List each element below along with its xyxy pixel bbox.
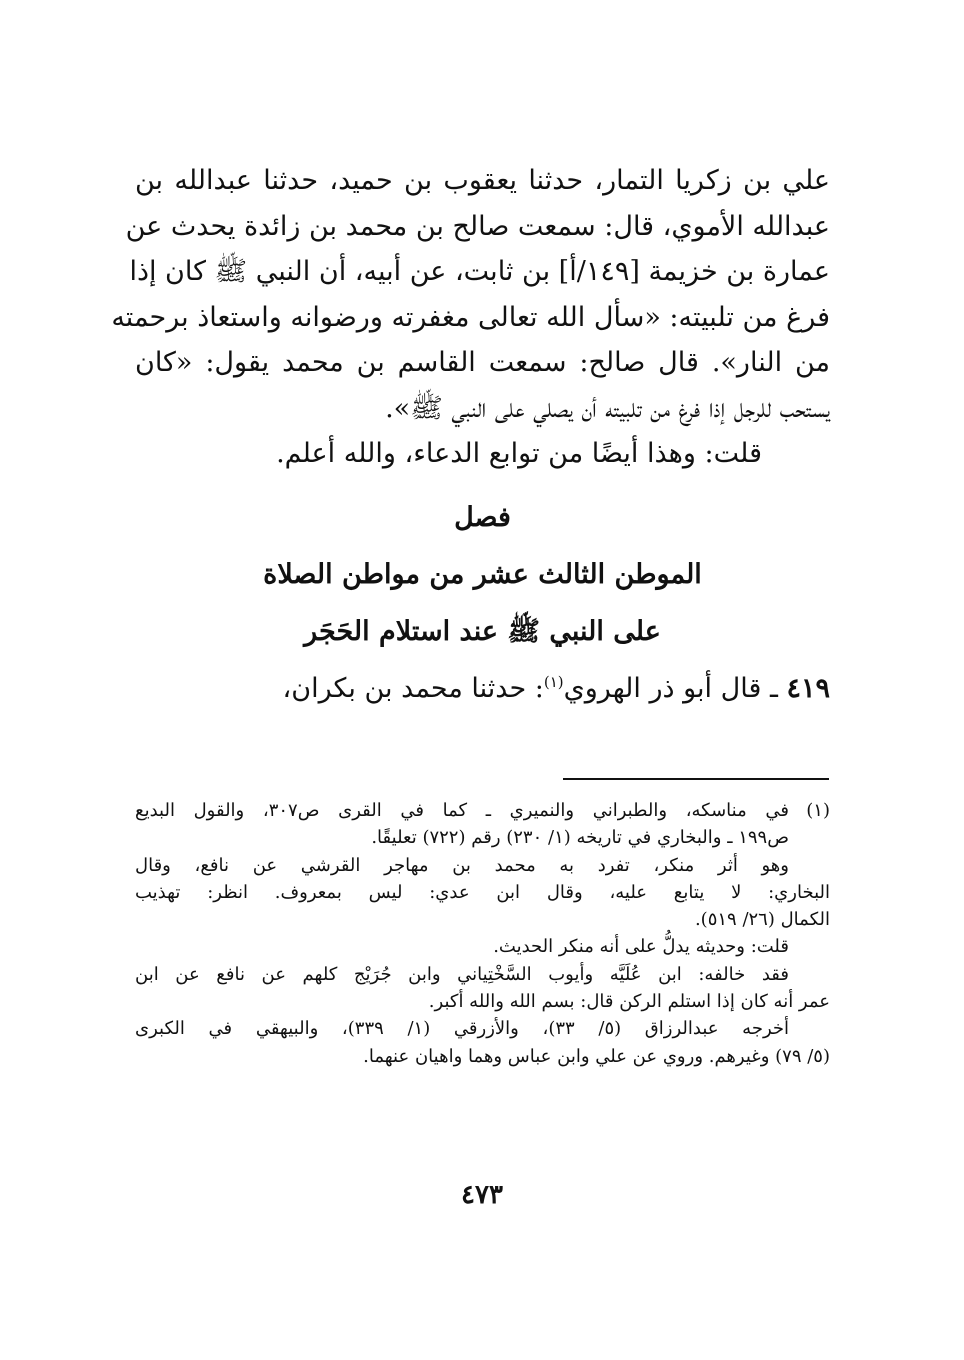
footnote-line: عمر أنه كان إذا استلم الركن قال: بسم الله والله أكبر. — [428, 991, 830, 1013]
footnote-separator — [563, 778, 829, 780]
footnote-line: البخاري: لا يتابع عليه، وقال ابن عدي: ليس بمعروف. انظر: تهذيب — [135, 881, 830, 903]
footnote-line: (٥/ ٧٩) وغيرهم. وروي عن علي وابن عباس وهما واهيان عنهما. — [363, 1045, 830, 1067]
footnotes — [135, 797, 830, 1070]
footnote-marker: (١) — [806, 800, 830, 821]
author-comment: قلت: وهذا أيضًا من توابع الدعاء، والله أعلم. — [276, 438, 762, 469]
footnote-line: قلت: وحديثه يدلُّ على أنه منكر الحديث. — [493, 936, 789, 958]
footnote-line: وهو أثر منكر، تفرد به محمد بن مهاجر القرشي عن نافع، وقال — [135, 854, 789, 876]
main-text — [111, 158, 830, 711]
footnote-line: فقد خالفه: ابن عُلَيَّه وأيوب السَّخْتِياني وابن جُرَيْج كلهم عن نافع عن ابن — [135, 963, 789, 985]
section-heading: فصل — [454, 501, 511, 533]
section-title-line-1: الموطن الثالث عشر من مواطن الصلاة — [263, 558, 702, 590]
hadith-narrator: ـ قال أبو ذر الهروي — [563, 672, 778, 704]
hadith-number: ٤١٩ — [786, 672, 830, 704]
page-number: ٤٧٣ — [461, 1180, 503, 1210]
body-line: علي بن زكريا التمار، حدثنا يعقوب بن حميد، حدثنا عبدالله بن — [135, 165, 830, 196]
footnote-reference[interactable]: (١) — [543, 672, 564, 691]
hadith-opening — [135, 666, 830, 712]
body-line: من النار». قال صالح: سمعت القاسم بن محمد يقول: «كان — [135, 347, 830, 378]
footnote-line: (١) في مناسكه، والطبراني والنميري ـ كما في القرى ص٣٠٧، والقول البديع — [135, 797, 830, 824]
body-line: عبدالله الأموي، قال: سمعت صالح بن محمد بن زائدة يحدث عن — [125, 210, 830, 242]
body-line: فرغ من تلبيته: «سأل الله تعالى مغفرته ورضوانه واستعاذ برحمته — [111, 301, 830, 333]
hadith-continuation: : حدثنا محمد بن بكران، — [282, 672, 544, 704]
section-title-line-2: على النبي ﷺ عند استلام الحَجَر — [304, 615, 661, 647]
body-line: يستحب للرجل إذا فرغ من تلبيته أن يصلي على النبي ﷺ». — [385, 392, 830, 424]
footnote-line: الكمال (٢٦/ ٥١٩). — [694, 909, 830, 931]
body-line: عمارة بن خزيمة [١٤٩/أ] بن ثابت، عن أبيه، أن النبي ﷺ كان إذا — [129, 256, 830, 287]
footnote-line: ص١٩٩ ـ والبخاري في تاريخه (١/ ٢٣٠) رقم (٧٢٢) تعليقًا. — [371, 827, 789, 849]
footnote-line: أخرجه عبدالرزاق (٥/ ٣٣)، والأزرقي (١/ ٣٣٩)، والبيهقي في الكبرى — [135, 1018, 790, 1040]
